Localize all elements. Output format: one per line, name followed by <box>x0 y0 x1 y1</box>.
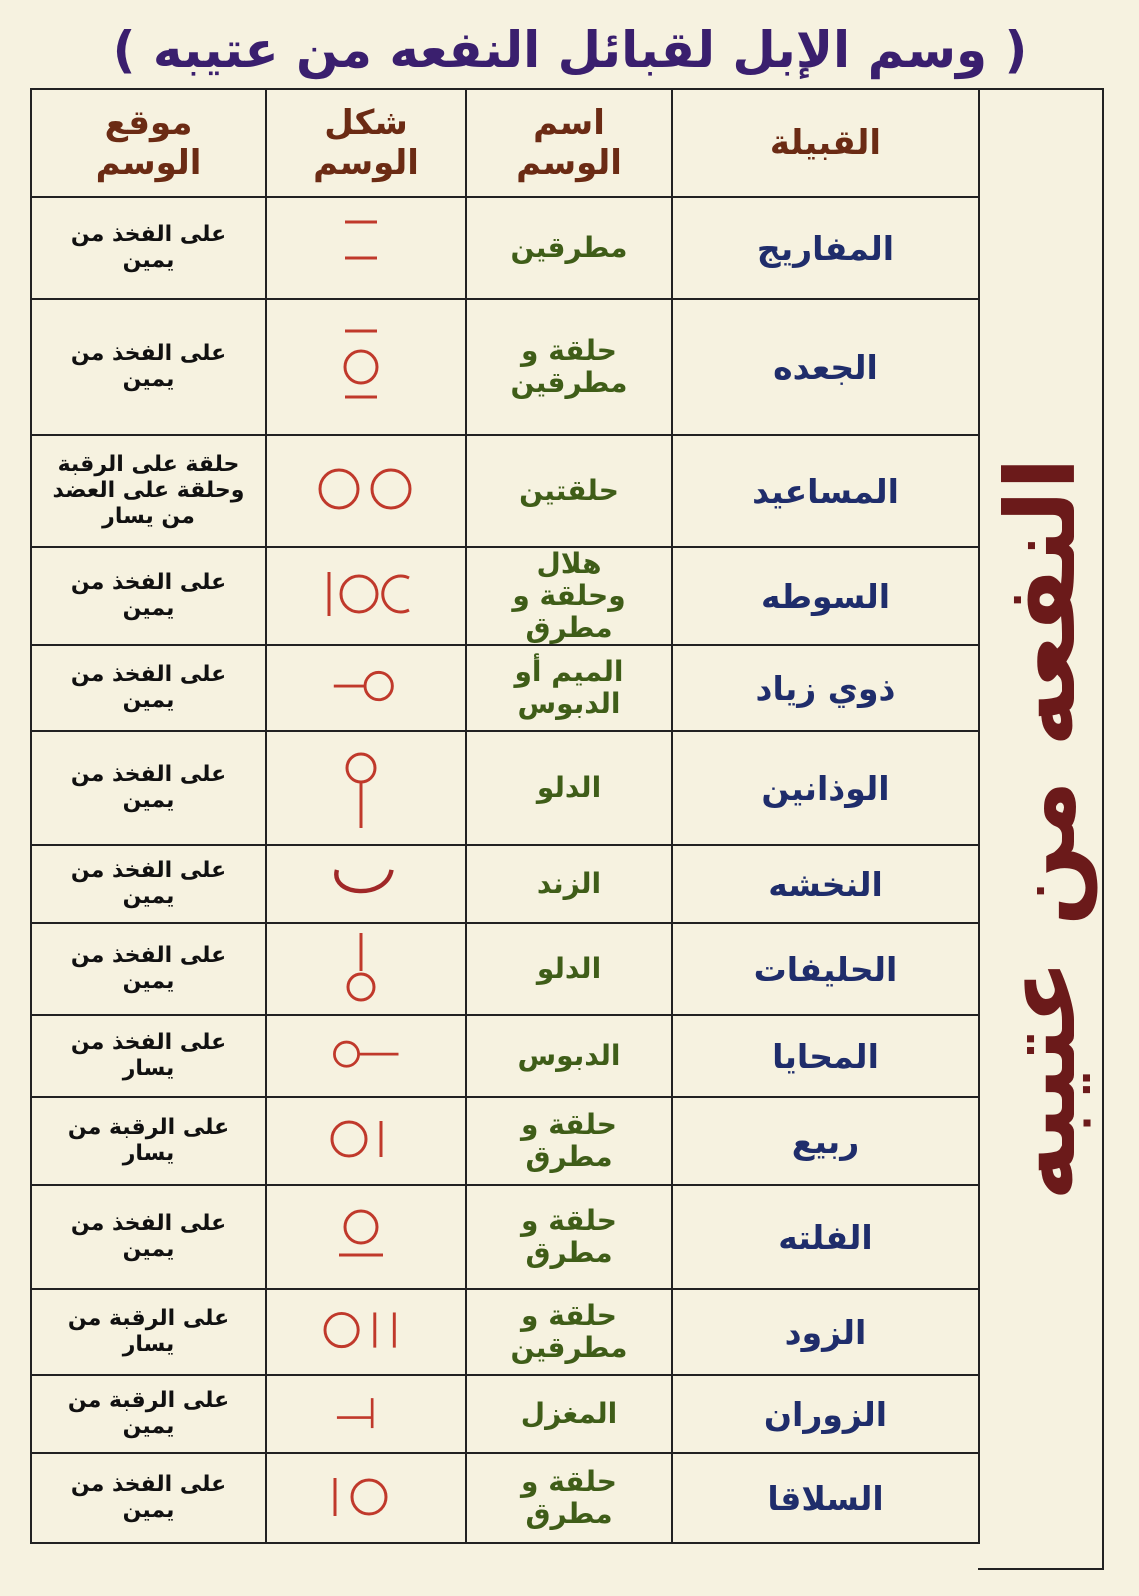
table-row <box>31 1375 979 1453</box>
wasm-location: على الفخذ من يمين <box>70 762 227 813</box>
wasm-location: على الفخذ من يمين <box>70 1472 227 1523</box>
shape-cell <box>266 1097 466 1185</box>
header-tribe: القبيلة <box>672 89 979 197</box>
wasm-name: هلال وحلقة و مطرق <box>512 547 626 644</box>
tribe-name: السلاقا <box>767 1478 884 1518</box>
name-cell <box>466 645 672 731</box>
location-cell <box>31 435 266 547</box>
tribe-name: المفاريج <box>756 228 895 268</box>
location-cell <box>31 1185 266 1289</box>
tribe-cell <box>672 547 979 645</box>
location-cell <box>31 299 266 435</box>
wasm-location: على الفخذ من يمين <box>70 662 227 713</box>
shape-cell <box>266 645 466 731</box>
name-cell <box>466 731 672 845</box>
shape-cell <box>266 1015 466 1097</box>
name-cell <box>466 299 672 435</box>
wasm-location: على الفخذ من يمين <box>70 341 227 392</box>
shape-cell <box>266 1185 466 1289</box>
location-cell <box>31 1097 266 1185</box>
wasm-location: على الفخذ من يمين <box>70 943 227 994</box>
shape-cell <box>266 923 466 1015</box>
tribe-cell <box>672 197 979 299</box>
tribe-name: ربيع <box>791 1121 860 1161</box>
tribe-name: النخشه <box>768 864 883 904</box>
wasm-location: على الرقبة من يمين <box>67 1388 230 1439</box>
header-row <box>31 89 979 197</box>
wasm-shape-icon <box>311 449 421 533</box>
tribe-cell <box>672 731 979 845</box>
wasm-shape-icon <box>311 206 421 290</box>
wasm-shape-icon <box>311 1377 421 1451</box>
tribe-name: الحليفات <box>753 949 898 989</box>
tribe-cell <box>672 1185 979 1289</box>
header-name: اسم الوسم <box>466 89 672 197</box>
tribe-cell <box>672 1097 979 1185</box>
name-cell <box>466 923 672 1015</box>
wasm-shape-icon <box>311 554 421 638</box>
table-row <box>31 645 979 731</box>
wasm-name: حلقة و مطرق <box>521 1204 617 1269</box>
location-cell <box>31 197 266 299</box>
location-cell <box>31 1375 266 1453</box>
wasm-name: الزند <box>536 867 602 900</box>
location-cell <box>31 845 266 923</box>
shape-cell <box>266 197 466 299</box>
wasm-name: الدلو <box>536 952 602 985</box>
shape-cell <box>266 731 466 845</box>
tribe-name: المساعيد <box>752 471 899 511</box>
tribe-cell <box>672 1453 979 1543</box>
tribe-name: الزود <box>784 1312 867 1352</box>
wasm-shape-icon <box>311 647 421 729</box>
tribe-name: السوطه <box>760 576 891 616</box>
wasm-shape-icon <box>311 847 421 921</box>
wasm-shape-icon <box>311 746 421 830</box>
tribe-cell <box>672 1289 979 1375</box>
tribe-name: الفلته <box>778 1217 873 1257</box>
table-row <box>31 435 979 547</box>
wasm-name: حلقتين <box>519 474 619 507</box>
wasm-name: حلقة و مطرق <box>521 1108 617 1173</box>
wasm-location: على الرقبة من يسار <box>67 1115 230 1166</box>
wasm-shape-icon <box>311 1099 421 1183</box>
name-cell <box>466 1097 672 1185</box>
tribe-cell <box>672 299 979 435</box>
page-title: ( وسم الإبل لقبائل النفعه من عتيبه ) <box>112 21 1028 79</box>
name-cell <box>466 1453 672 1543</box>
wasm-shape-icon <box>311 1291 421 1373</box>
table-row <box>31 299 979 435</box>
tribe-name: الزوران <box>763 1394 888 1434</box>
shape-cell <box>266 1375 466 1453</box>
name-cell <box>466 435 672 547</box>
wasm-location: على الفخذ من يسار <box>70 1030 227 1081</box>
table-row <box>31 1185 979 1289</box>
tribe-cell <box>672 923 979 1015</box>
wasm-location: على الفخذ من يمين <box>70 1211 227 1262</box>
shape-cell <box>266 435 466 547</box>
wasm-shape-icon <box>311 927 421 1011</box>
name-cell <box>466 547 672 645</box>
shape-cell <box>266 845 466 923</box>
tribe-cell <box>672 1375 979 1453</box>
wasm-name: الميم أو الدبوس <box>514 655 624 720</box>
name-cell <box>466 1185 672 1289</box>
header-location: موقع الوسم <box>31 89 266 197</box>
name-cell <box>466 1375 672 1453</box>
wasm-shape-icon <box>311 325 421 409</box>
location-cell <box>31 1289 266 1375</box>
shape-cell <box>266 299 466 435</box>
wasm-name: الدلو <box>536 771 602 804</box>
table-row <box>31 731 979 845</box>
location-cell <box>31 547 266 645</box>
name-cell <box>466 1289 672 1375</box>
tribe-name: الجعده <box>773 347 878 387</box>
location-cell <box>31 1453 266 1543</box>
location-cell <box>31 1015 266 1097</box>
shape-cell <box>266 1453 466 1543</box>
wasm-name: حلقة و مطرقين <box>510 334 628 399</box>
table-row <box>31 1453 979 1543</box>
wasm-location: حلقة على الرقبة وحلقة على العضد من يسار <box>52 452 245 529</box>
wasm-name: مطرقين <box>510 231 628 264</box>
wasm-location: على الفخذ من يمين <box>70 858 227 909</box>
shape-cell <box>266 547 466 645</box>
name-cell <box>466 197 672 299</box>
tribe-name: الوذانين <box>761 768 890 808</box>
side-label: النفعه من عتيبه <box>985 457 1097 1201</box>
tribe-name: المحايا <box>772 1036 879 1076</box>
tribe-name: ذوي زياد <box>755 668 896 708</box>
wasm-location: على الرقبة من يسار <box>67 1306 230 1357</box>
wasm-shape-icon <box>311 1456 421 1540</box>
location-cell <box>31 645 266 731</box>
wasm-shape-icon <box>311 1017 421 1095</box>
shape-cell <box>266 1289 466 1375</box>
wasm-table <box>30 88 980 1544</box>
table-row <box>31 197 979 299</box>
table-row <box>31 1015 979 1097</box>
location-cell <box>31 731 266 845</box>
name-cell <box>466 845 672 923</box>
wasm-name: حلقة و مطرقين <box>510 1299 628 1364</box>
table-row <box>31 923 979 1015</box>
wasm-location: على الفخذ من يمين <box>70 570 227 621</box>
name-cell <box>466 1015 672 1097</box>
table-row <box>31 1289 979 1375</box>
table-row <box>31 1097 979 1185</box>
table-row <box>31 547 979 645</box>
location-cell <box>31 923 266 1015</box>
table-row <box>31 845 979 923</box>
wasm-name: الدبوس <box>517 1039 621 1072</box>
wasm-name: حلقة و مطرق <box>521 1465 617 1530</box>
tribe-cell <box>672 1015 979 1097</box>
wasm-name: المغزل <box>520 1397 618 1430</box>
tribe-cell <box>672 645 979 731</box>
tribe-cell <box>672 435 979 547</box>
wasm-shape-icon <box>311 1195 421 1279</box>
header-shape: شكل الوسم <box>266 89 466 197</box>
wasm-location: على الفخذ من يمين <box>70 222 227 273</box>
tribe-cell <box>672 845 979 923</box>
